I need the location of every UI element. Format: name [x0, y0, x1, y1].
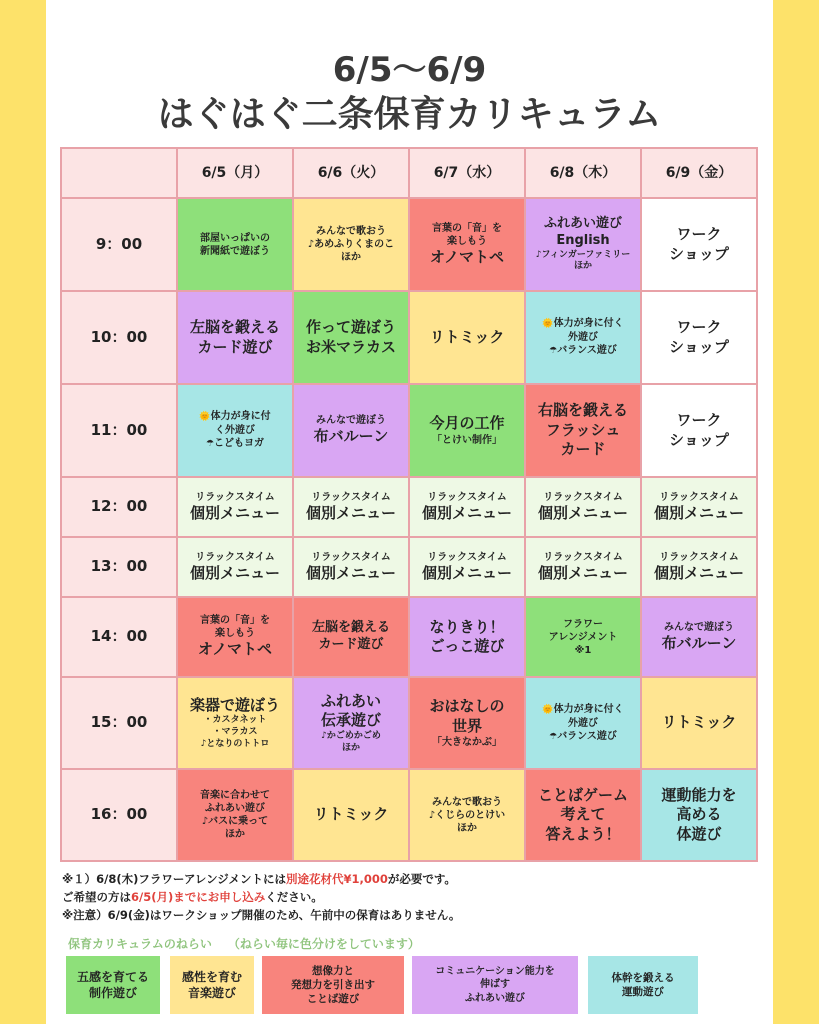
corner-cell — [61, 148, 177, 198]
activity-cell: リラックスタイム 個別メニュー — [525, 477, 641, 537]
activity-cell: 左脳を鍛える カード遊び — [177, 291, 293, 384]
activity-cell: おはなしの 世界 「大きなかぶ」 — [409, 677, 525, 769]
activity-cell: みんなで歌おう ♪あめふりくまのこ ほか — [293, 198, 409, 291]
time-row — [61, 291, 757, 384]
activity-cell: 今月の工作 「とけい制作」 — [409, 384, 525, 477]
activity-cell: 右脳を鍛える フラッシュ カード — [525, 384, 641, 477]
time-row — [61, 537, 757, 597]
day-header: 6/9（金） — [641, 148, 757, 198]
activity-cell: 言葉の「音」を 楽しもう オノマトペ — [409, 198, 525, 291]
time-label: 12：00 — [61, 477, 177, 537]
legend-item-green: 五感を育てる 制作遊び — [66, 956, 160, 1014]
activity-cell: ワーク ショップ — [641, 384, 757, 477]
curriculum-page — [46, 0, 773, 1024]
sun-icon: 🌞 — [199, 412, 211, 423]
time-label: 10：00 — [61, 291, 177, 384]
note-3: ※注意）6/9(金)はワークショップ開催のため、午前中の保育はありません。 — [62, 908, 461, 922]
time-row — [61, 677, 757, 769]
activity-cell: 🌞体力が身に付 く外遊び ☂こどもヨガ — [177, 384, 293, 477]
activity-cell: リラックスタイム 個別メニュー — [641, 537, 757, 597]
aims-subtitle: （ねらい毎に色分けをしています） — [227, 937, 420, 951]
umbrella-icon: ☂ — [549, 346, 558, 356]
activity-cell: ふれあい遊び English ♪フィンガーファミリー ほか — [525, 198, 641, 291]
activity-cell: 🌞体力が身に付く 外遊び ☂バランス遊び — [525, 677, 641, 769]
activity-cell: 左脳を鍛える カード遊び — [293, 597, 409, 677]
aims-heading — [68, 935, 420, 952]
activity-cell: リラックスタイム 個別メニュー — [641, 477, 757, 537]
day-header: 6/7（水） — [409, 148, 525, 198]
time-label: 16：00 — [61, 769, 177, 861]
activity-cell: ワーク ショップ — [641, 198, 757, 291]
activity-cell: 🌞体力が身に付く 外遊び ☂バランス遊び — [525, 291, 641, 384]
activity-cell: リラックスタイム 個別メニュー — [293, 537, 409, 597]
activity-cell: リラックスタイム 個別メニュー — [409, 477, 525, 537]
activity-cell: リラックスタイム 個別メニュー — [293, 477, 409, 537]
legend-item-purple: コミュニケーション能力を 伸ばす ふれあい遊び — [412, 956, 578, 1014]
legend-item-red: 想像力と 発想力を引き出す ことば遊び — [262, 956, 404, 1014]
notes — [62, 870, 460, 924]
activity-cell: 音楽に合わせて ふれあい遊び ♪バスに乗って ほか — [177, 769, 293, 861]
schedule-table — [60, 147, 758, 862]
activity-cell: ことばゲーム 考えて 答えよう！ — [525, 769, 641, 861]
activity-cell: リラックスタイム 個別メニュー — [409, 537, 525, 597]
time-label: 14：00 — [61, 597, 177, 677]
page-title: はぐはぐ二条保育カリキュラム — [157, 94, 662, 135]
activity-cell: 運動能力を 高める 体遊び — [641, 769, 757, 861]
header-row — [61, 148, 757, 198]
activity-cell: リラックスタイム 個別メニュー — [525, 537, 641, 597]
time-row — [61, 597, 757, 677]
legend-item-yellow: 感性を育む 音楽遊び — [170, 956, 254, 1014]
activity-cell: みんなで遊ぼう 布バルーン — [641, 597, 757, 677]
activity-cell: なりきり！ ごっこ遊び — [409, 597, 525, 677]
note-2: ご希望の方は6/5(月)までにお申し込みください。 — [62, 890, 323, 904]
sun-icon: 🌞 — [542, 319, 554, 330]
umbrella-icon: ☂ — [549, 731, 558, 742]
aims-title: 保育カリキュラムのねらい — [68, 937, 212, 951]
activity-cell: みんなで遊ぼう 布バルーン — [293, 384, 409, 477]
activity-cell: 楽器で遊ぼう ・カスタネット ・マラカス ♪となりのトトロ — [177, 677, 293, 769]
umbrella-icon: ☂ — [205, 439, 215, 449]
activity-cell: リトミック — [641, 677, 757, 769]
time-row — [61, 384, 757, 477]
time-row — [61, 769, 757, 861]
day-header: 6/6（火） — [293, 148, 409, 198]
sun-icon: 🌞 — [542, 704, 554, 715]
note-1: ※１）6/8(木)フラワーアレンジメントには別途花材代¥1,000が必要です。 — [62, 872, 456, 886]
title-dates: 6/5〜6/9 — [332, 50, 487, 90]
legend-item-blue: 体幹を鍛える 運動遊び — [588, 956, 698, 1014]
activity-cell: ふれあい 伝承遊び ♪かごめかごめ ほか — [293, 677, 409, 769]
activity-cell: リラックスタイム 個別メニュー — [177, 477, 293, 537]
time-row — [61, 198, 757, 291]
activity-cell: リラックスタイム 個別メニュー — [177, 537, 293, 597]
activity-cell: フラワー アレンジメント ※1 — [525, 597, 641, 677]
activity-cell: 作って遊ぼう お米マラカス — [293, 291, 409, 384]
day-header: 6/5（月） — [177, 148, 293, 198]
activity-cell: リトミック — [293, 769, 409, 861]
time-label: 11：00 — [61, 384, 177, 477]
activity-cell: ワーク ショップ — [641, 291, 757, 384]
activity-cell: 言葉の「音」を 楽しもう オノマトペ — [177, 597, 293, 677]
time-label: 9：00 — [61, 198, 177, 291]
time-label: 13：00 — [61, 537, 177, 597]
activity-cell: みんなで歌おう ♪くじらのとけい ほか — [409, 769, 525, 861]
time-row — [61, 477, 757, 537]
time-label: 15：00 — [61, 677, 177, 769]
activity-cell: リトミック — [409, 291, 525, 384]
day-header: 6/8（木） — [525, 148, 641, 198]
activity-cell: 部屋いっぱいの 新聞紙で遊ぼう — [177, 198, 293, 291]
